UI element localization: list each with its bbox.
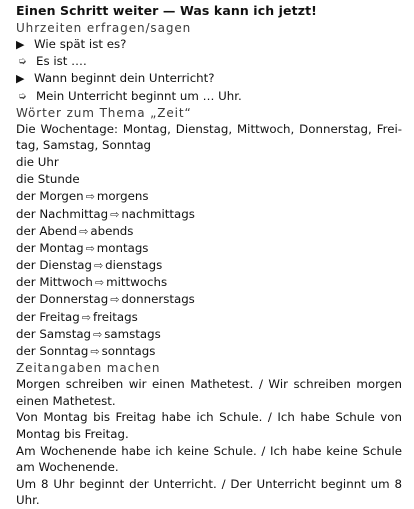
section-heading-zeitangaben: Zeitangaben machen [16,361,161,376]
vocab-noun: der Samstag [16,326,92,341]
right-arrow-icon: ⇨ [90,345,100,358]
vocab-adverb: abends [90,223,134,238]
vocab-pairs-list [16,188,402,360]
right-arrow-icon: ⇨ [93,259,104,273]
vocab-noun: der Dienstag [16,258,92,273]
play-triangle-icon: ▶ [16,72,25,86]
example-paragraph: Um 8 Uhr beginnt der Unterricht. / Der Unterricht beginnt um 8 Uhr. [16,476,402,508]
vocab-noun: der Sonntag [16,344,89,358]
right-arrow-icon: ⇨ [85,241,95,255]
answer-text: Mein Unterricht beginnt um … Uhr. [36,88,242,103]
question-text: Wie spät ist es? [34,37,127,51]
hollow-arrow-icon: ➭ [18,56,27,68]
vocab-adverb: sonntags [101,344,156,358]
play-triangle-icon: ▶ [16,38,25,51]
page-title: Einen Schritt weiter — Was kann ich jetzt! [16,3,317,18]
question-item [16,36,402,53]
vocab-pair-line [16,257,402,274]
vocab-pair-line [16,223,402,240]
question-item [16,70,402,87]
right-arrow-icon: ⇨ [85,190,95,204]
vocab-pair-line [16,326,402,343]
vocab-noun: der Morgen [16,189,84,204]
vocab-pair-line [16,309,402,326]
hollow-arrow-icon: ➭ [18,90,27,102]
right-arrow-icon: ⇨ [79,224,89,238]
answer-item [16,53,402,70]
vocab-pair-line [16,240,402,257]
right-arrow-icon: ⇨ [94,276,105,290]
vocab-noun: der Nachmittag [16,206,109,221]
vocab-pair-line [16,188,402,205]
vocab-noun: der Montag [16,240,84,255]
example-paragraph: Von Montag bis Freitag habe ich Schule. / Ich habe Schule von Montag bis Freitag. [16,410,402,441]
section-heading-uhrzeiten: Uhrzeiten erfragen/sagen [16,21,192,35]
weekdays-paragraph: Die Wochentage: Montag, Dienstag, Mittwoch, Donnerstag, Frei-tag, Samstag, Sonntag [16,121,402,153]
example-paragraph: Am Wochenende habe ich keine Schule. / Ich habe keine Schule am Wochenende. [16,443,402,475]
vocab-line: die Uhr [16,154,59,169]
vocab-adverb: mittwochs [106,275,168,290]
answer-text: Es ist …. [36,54,87,69]
vocab-pair-line [16,274,402,291]
vocab-adverb: donnerstags [121,292,195,307]
vocab-line: die Stunde [16,172,80,187]
right-arrow-icon: ⇨ [110,293,120,307]
vocab-adverb: morgens [96,189,149,204]
answer-item [16,88,402,105]
vocab-noun: der Donnerstag [16,292,109,307]
vocab-adverb: samstags [104,326,161,341]
right-arrow-icon: ⇨ [93,327,103,341]
vocab-pair-line [16,206,402,223]
vocab-adverb: dienstags [105,258,163,273]
vocab-noun: der Abend [16,223,78,238]
document-page [16,2,402,509]
example-paragraph: Morgen schreiben wir einen Mathetest. / Wir schreiben morgen einen Mathetest. [16,377,402,408]
vocab-adverb: freitags [92,309,138,324]
vocab-adverb: nachmittags [121,206,195,221]
vocab-pair-line [16,291,402,308]
right-arrow-icon: ⇨ [81,310,91,324]
vocab-noun: der Mittwoch [16,275,93,290]
section-heading-woerter: Wörter zum Thema „Zeit“ [16,105,192,120]
right-arrow-icon: ⇨ [110,207,120,221]
vocab-adverb: montags [96,240,149,255]
question-text: Wann beginnt dein Unterricht? [34,71,215,86]
vocab-pair-line [16,343,402,360]
vocab-noun: der Freitag [16,309,80,324]
